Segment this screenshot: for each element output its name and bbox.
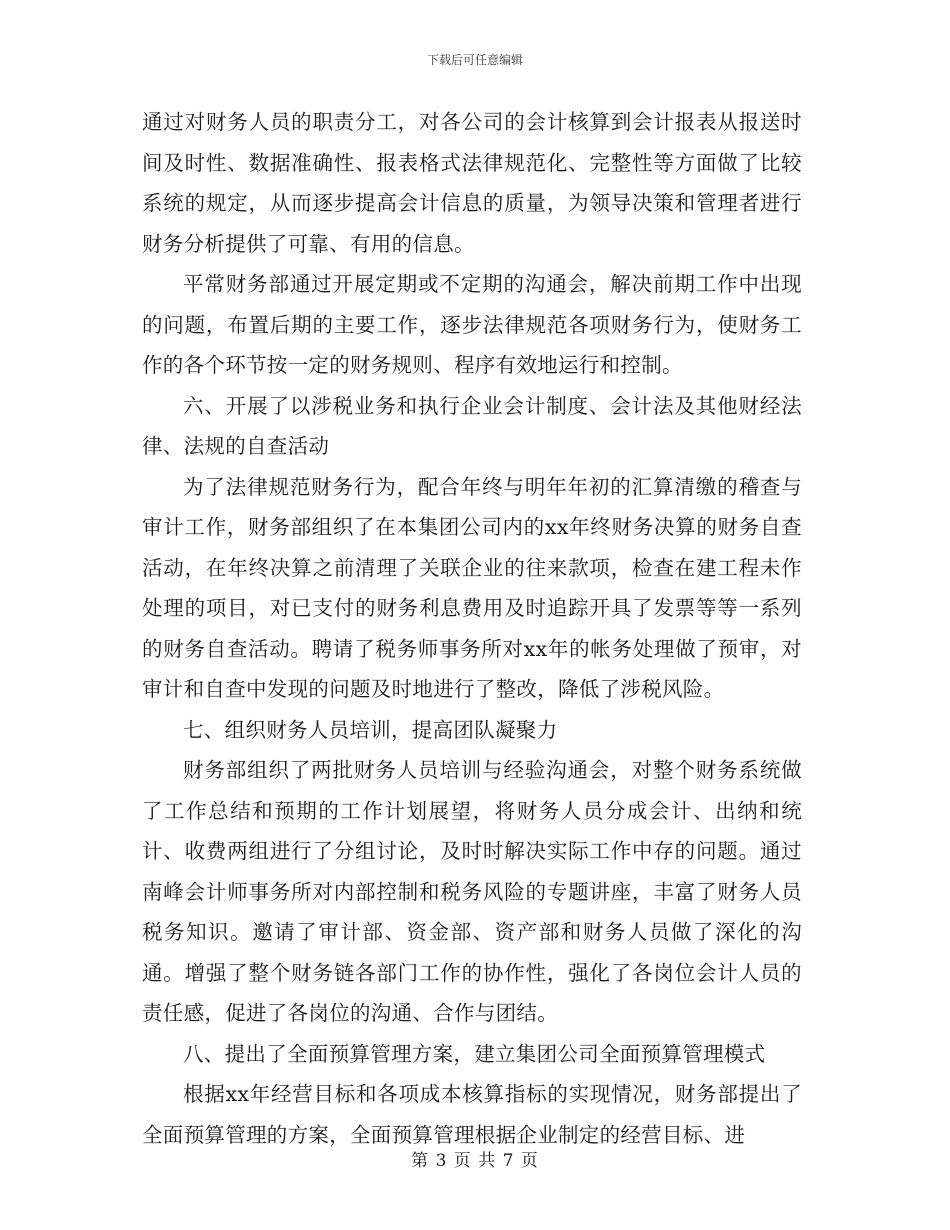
section-heading-8: 八、提出了全面预算管理方案，建立集团公司全面预算管理模式 [183, 1041, 766, 1066]
paragraph-3: 为了法律规范财务行为，配合年终与明年年初的汇算清缴的稽查与审计工作，财务部组织了在本集团公司内的xx年终财务决算的财务自查活动，在年终决算之前清理了关联企业的往来款项，检查在建工程未作处理的项目，对已支付的财务利息费用及时追踪开具了发票等等一系列的财务自查活动。聘请了税务师事务所对xx年的帐务处理做了预审，对审计和自查中发现的问题及时地进行了整改，降低了涉税风险。 [142, 474, 802, 701]
paragraph-4: 财务部组织了两批财务人员培训与经验沟通会，对整个财务系统做了工作总结和预期的工作计划展望，将财务人员分成会计、出纳和统计、收费两组进行了分组讨论，及时时解决实际工作中存的问题。通过南峰会计师事务所对内部控制和税务风险的专题讲座，丰富了财务人员税务知识。邀请了审计部、资金部、资产部和财务人员做了深化的沟通。增强了整个财务链各部门工作的协作性，强化了各岗位会计人员的责任感，促进了各岗位的沟通、合作与团结。 [142, 758, 802, 1025]
paragraph-5: 根据xx年经营目标和各项成本核算指标的实现情况，财务部提出了全面预算管理的方案，全面预算管理根据企业制定的经营目标、进 [142, 1082, 802, 1147]
paragraph-2: 平常财务部通过开展定期或不定期的沟通会，解决前期工作中出现的问题，布置后期的主要工作，逐步法律规范各项财务行为，使财务工作的各个环节按一定的财务规则、程序有效地运行和控制。 [142, 272, 802, 377]
section-heading-6: 六、开展了以涉税业务和执行企业会计制度、会计法及其他财经法律、法规的自查活动 [142, 393, 802, 458]
document-body [142, 102, 802, 1155]
page-header: 下载后可任意编辑 [426, 53, 523, 67]
page-footer: 第 3 页 共 7 页 [411, 1151, 539, 1171]
section-heading-7: 七、组织财务人员培训，提高团队凝聚力 [183, 717, 558, 742]
paragraph-1: 通过对财务人员的职责分工，对各公司的会计核算到会计报表从报送时间及时性、数据准确性、报表格式法律规范化、完整性等方面做了比较系统的规定，从而逐步提高会计信息的质量，为领导决策和管理者进行财务分析提供了可靠、有用的信息。 [142, 110, 802, 256]
